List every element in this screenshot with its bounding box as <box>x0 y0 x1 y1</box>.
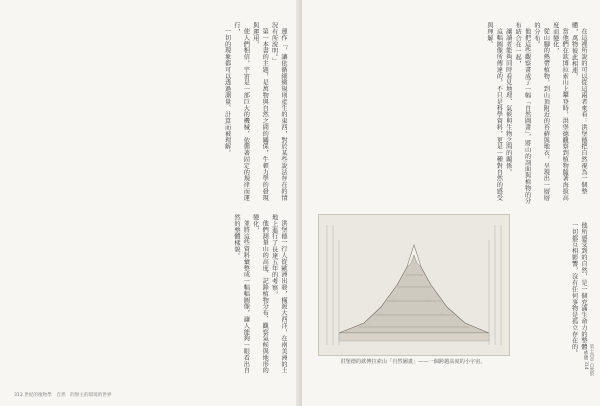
paragraph: 第一本書的主題，是萬物與自然之間的關係，牛頓力學的發現與運用， <box>251 22 269 201</box>
chapter-side-tab: 第十四章 自然的 整體 314 <box>583 343 594 377</box>
figure-caption: 洪堡德的欽博拉索山「自然圖畫」——一個跨越高度的小宇宙。 <box>340 359 486 365</box>
svg-text:····: ···· <box>427 297 430 300</box>
paragraph: 這幅圖像所傳達的，不只是科學資料，更是一種對自然的感受與理解。 <box>485 22 503 201</box>
paragraph: 並將這些資料彙整成一幅幅圖像，讓人能夠一眼看出自然的整體樣貌。 <box>232 214 250 374</box>
paragraph: 讓讀者能夠同時看見地理、氣候與生物之間的關係。 <box>504 28 512 176</box>
chimborazo-illustration <box>318 214 510 356</box>
paragraph: 他把這些觀察畫成了一幅「自然圖畫」，將山的剖面與植物的分布結合在一起， <box>514 22 531 205</box>
paragraph: 他所感受到的自然，是一個充滿生命力的整體， <box>580 222 587 357</box>
svg-text:·····: ····· <box>439 311 443 314</box>
paragraph: 在這裡所說的可以從這兩者來看：洪堡德把自然視為一個整體，萬物彼此相連， <box>570 22 587 195</box>
paragraph: 當他們在欽博拉索山上攀登時，洪堡德觀察到植物隨著海拔高度而變化， <box>551 22 569 201</box>
paragraph: 洪堡德一行人從歐洲出發，橫渡大西洋，在南美洲的土地上進行了長達五年的考察， <box>270 214 287 374</box>
left-page-bottom-text <box>8 214 288 374</box>
paragraph: 從山腳的熱帶植物，到山頂附近的苔蘚與地衣，呈現出一層層的分布。 <box>532 22 550 201</box>
svg-text:····: ···· <box>391 297 394 300</box>
right-page-bottom-text <box>520 216 588 366</box>
left-page-top-text <box>8 22 288 204</box>
page-footer: 312 世紀的植物學 自然 的無主的環境的世界 <box>14 393 112 398</box>
svg-text:·····: ····· <box>367 323 371 326</box>
svg-text:·····: ····· <box>379 311 383 314</box>
right-page <box>302 0 600 406</box>
paragraph: 他們測量山的高度、記錄植物分布、觀察氣候與地形的變化， <box>251 214 269 374</box>
right-page-top-text <box>312 22 588 207</box>
paragraph: 運作「，讓依循細緻規則產生的東西，對於某些說法存在的情況有所說明。」 <box>270 22 287 201</box>
paragraph: 一切都互相影響，沒有任何事物是孤立存在的。 <box>570 222 578 357</box>
left-page <box>0 0 298 406</box>
paragraph: 一切的現象都可以透過測量、計算而被理解。 <box>223 28 231 157</box>
paragraph: 使人們相信，宇宙是一部巨大的機械，依循著固定的規律而運行， <box>232 22 250 201</box>
